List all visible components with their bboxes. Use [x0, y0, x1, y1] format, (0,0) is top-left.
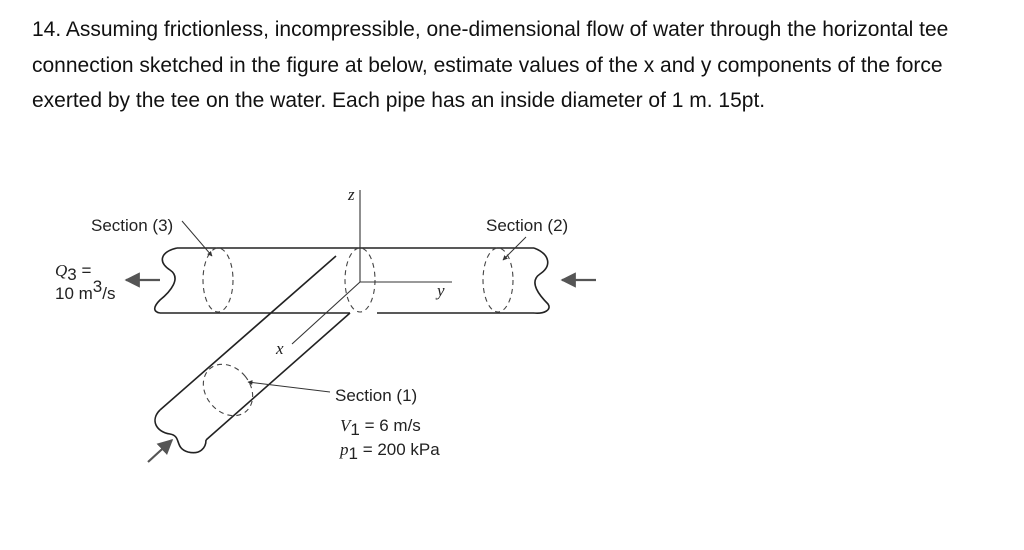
axis-z-label: z: [348, 185, 355, 204]
q3-number: 10 m: [55, 284, 93, 303]
v1-value: = 6 m/s: [359, 416, 421, 435]
q3-exponent: 3: [92, 277, 103, 296]
q3-label: [55, 261, 91, 284]
p1-symbol: p: [340, 440, 349, 459]
flow-arrow-1: [148, 440, 172, 462]
leader-section1: [248, 382, 330, 392]
branch-pipe: [155, 256, 350, 453]
q3-equals: =: [76, 261, 92, 280]
p1-value: = 200 kPa: [357, 440, 440, 459]
p1-label: [339, 440, 440, 463]
axes: [292, 190, 452, 344]
p1-subscript: 1: [348, 444, 358, 463]
main-pipe: [155, 248, 549, 313]
axis-x-label: x: [276, 339, 284, 358]
v1-subscript: 1: [350, 420, 360, 439]
q3-subscript: 3: [67, 265, 77, 284]
v1-symbol: V: [340, 416, 351, 435]
q3-unit: /s: [102, 284, 116, 303]
leader-section3: [182, 221, 212, 256]
question-text: 14. Assuming frictionless, incompressible, one-dimensional flow of water through the horizontal tee connection sketched in the figure at below, estimate values of the x and y components of the force exerted by the tee on the water. Each pipe has an inside diameter of 1 m. 15pt.: [32, 18, 949, 112]
v1-label: [340, 416, 421, 439]
section3-label: Section (3): [91, 216, 174, 235]
q3-symbol: Q: [55, 261, 68, 280]
section2-label: Section (2): [486, 216, 569, 235]
q3-value: [55, 277, 116, 303]
section1-label: Section (1): [335, 386, 418, 405]
axis-y-label: y: [437, 281, 445, 300]
